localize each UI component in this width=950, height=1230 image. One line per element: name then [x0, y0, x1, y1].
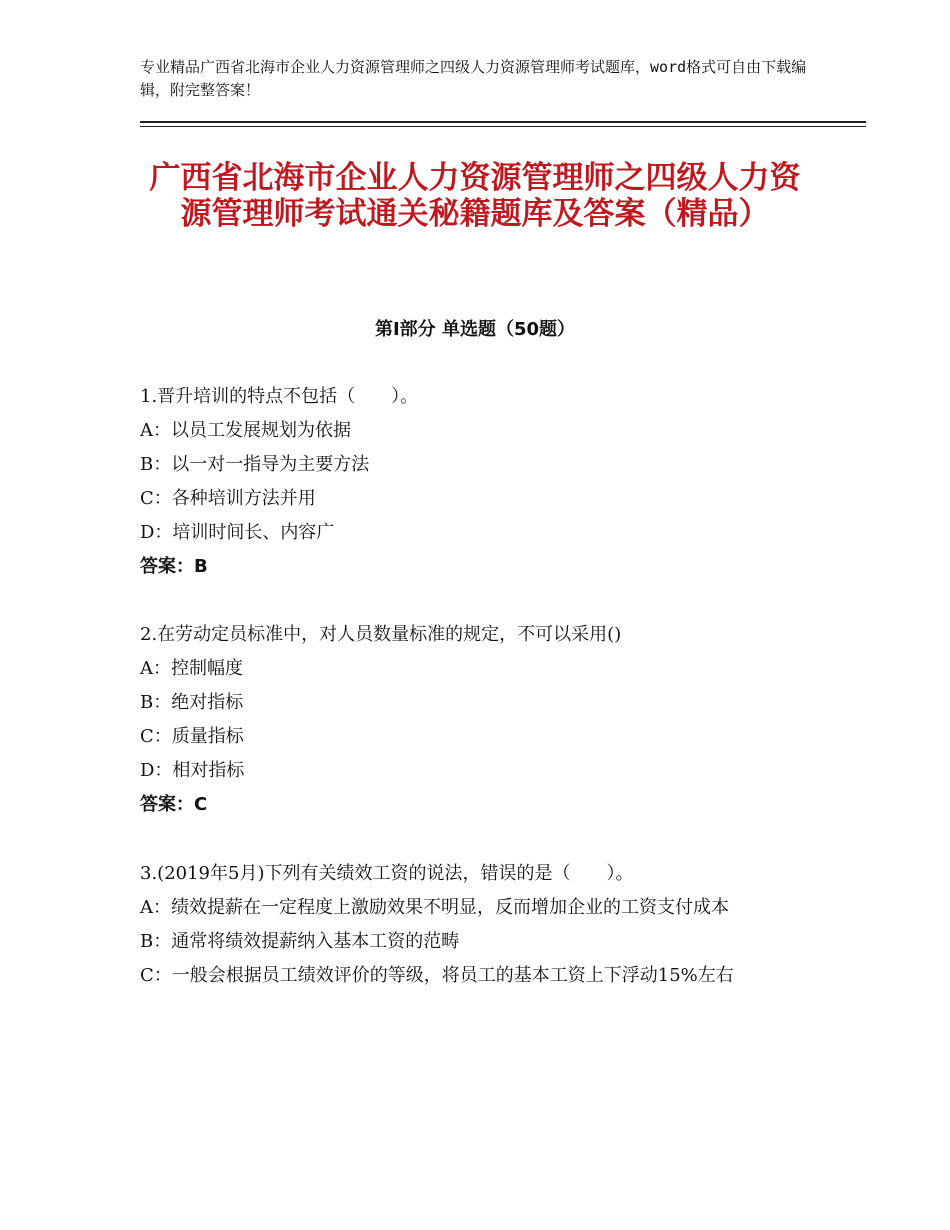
option-d: D：培训时间长、内容广 — [140, 522, 335, 543]
option-a: A：以员工发展规划为依据 — [140, 420, 351, 441]
question-3 — [140, 857, 820, 993]
option-b: B：以一对一指导为主要方法 — [140, 454, 370, 475]
question-stem: 3.(2019年5月)下列有关绩效工资的说法，错误的是（ ）。 — [140, 863, 634, 884]
question-stem: 1.晋升培训的特点不包括（ ）。 — [140, 386, 419, 407]
answer-label: 答案：B — [140, 556, 208, 577]
option-d: D：相对指标 — [140, 760, 245, 781]
option-b: B：通常将绩效提薪纳入基本工资的范畴 — [140, 931, 460, 952]
header-note: 专业精品广西省北海市企业人力资源管理师之四级人力资源管理师考试题库，word格式可自由下载编辑，附完整答案！ — [140, 58, 807, 99]
option-c: C：一般会根据员工绩效评价的等级，将员工的基本工资上下浮动15%左右 — [140, 965, 734, 986]
option-c: C：质量指标 — [140, 726, 244, 747]
header-divider-thick — [140, 121, 866, 123]
section-title: 第Ⅰ部分 单选题（50题） — [374, 319, 575, 340]
answer-label: 答案：C — [140, 794, 208, 815]
option-b: B：绝对指标 — [140, 692, 244, 713]
option-a: A：绩效提薪在一定程度上激励效果不明显，反而增加企业的工资支付成本 — [140, 897, 729, 918]
option-c: C：各种培训方法并用 — [140, 488, 316, 509]
question-stem: 2.在劳动定员标准中，对人员数量标准的规定，不可以采用() — [140, 624, 622, 645]
question-1 — [140, 380, 820, 584]
option-a: A：控制幅度 — [140, 658, 243, 679]
document-title: 广西省北海市企业人力资源管理师之四级人力资源管理师考试通关秘籍题库及答案（精品） — [149, 160, 801, 232]
header-divider-thin — [140, 126, 866, 127]
question-2 — [140, 618, 820, 822]
